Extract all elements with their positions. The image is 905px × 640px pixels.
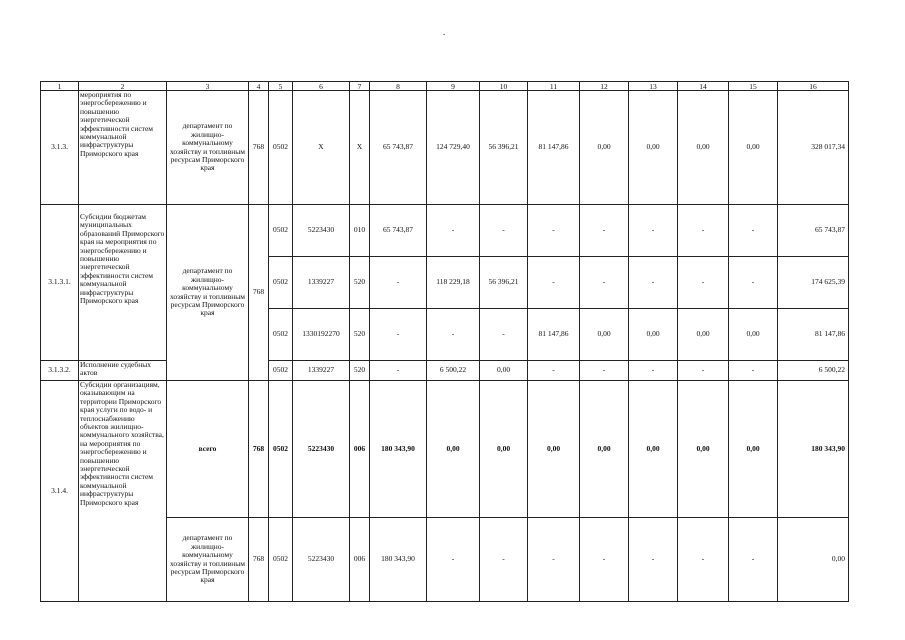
value-cell: 0,00 <box>580 381 629 518</box>
total-cell: 65 743,87 <box>778 205 849 257</box>
rzpr-code: 0502 <box>269 205 293 257</box>
rzpr-code: 0502 <box>269 257 293 309</box>
value-cell: 6 500,22 <box>427 361 480 381</box>
header-cell: 3 <box>167 82 249 91</box>
value-cell: 81 147,86 <box>528 91 580 205</box>
table-row <box>41 381 849 518</box>
budget-table <box>40 81 849 602</box>
value-cell: - <box>580 361 629 381</box>
value-cell: - <box>580 257 629 309</box>
value-cell: - <box>729 205 778 257</box>
csr-code: 1339227 <box>293 361 350 381</box>
rzpr-code: 0502 <box>269 381 293 518</box>
value-cell: - <box>629 257 678 309</box>
vr-code: 520 <box>350 309 370 361</box>
value-cell: 0,00 <box>729 91 778 205</box>
header-cell: 14 <box>678 82 729 91</box>
value-cell: - <box>427 518 480 602</box>
value-cell: 0,00 <box>629 381 678 518</box>
value-cell: - <box>370 361 427 381</box>
value-cell: 180 343,90 <box>370 518 427 602</box>
total-cell: 81 147,86 <box>778 309 849 361</box>
table-row <box>41 205 849 257</box>
grbs-code: 768 <box>249 381 269 518</box>
value-cell: - <box>427 309 480 361</box>
value-cell: 118 229,18 <box>427 257 480 309</box>
total-cell: 328 017,34 <box>778 91 849 205</box>
value-cell: 0,00 <box>580 91 629 205</box>
table-row <box>41 91 849 205</box>
scan-speck: . <box>443 27 446 37</box>
value-cell: 0,00 <box>427 381 480 518</box>
header-cell: 13 <box>629 82 678 91</box>
value-cell: 0,00 <box>580 309 629 361</box>
value-cell: - <box>427 205 480 257</box>
value-cell: 0,00 <box>629 309 678 361</box>
csr-code: 5223430 <box>293 518 350 602</box>
value-cell: - <box>528 257 580 309</box>
vr-code: 006 <box>350 381 370 518</box>
header-cell: 5 <box>269 82 293 91</box>
row-number: 3.1.3.2. <box>41 361 79 381</box>
value-cell: - <box>370 257 427 309</box>
executor: департамент по жилищно-коммунальному хозяйству и топливным ресурсам Приморского края <box>167 518 249 602</box>
value-cell: 0,00 <box>678 309 729 361</box>
value-cell: - <box>729 518 778 602</box>
grbs-code: 768 <box>249 91 269 205</box>
header-cell: 1 <box>41 82 79 91</box>
row-name: Субсидии организациям, оказывающим на территории Приморского края услуги по водо- и теплоснабжению объектов жилищно-коммунального хозяйства, на мероприятия по энергосбережению и повышению энергетической эффективности систем коммунальной инфраструктуры Приморского края <box>79 381 167 602</box>
value-cell: 56 396,21 <box>480 257 528 309</box>
value-cell: - <box>629 518 678 602</box>
value-cell: - <box>678 361 729 381</box>
value-cell: - <box>580 205 629 257</box>
header-cell: 2 <box>79 82 167 91</box>
value-cell: - <box>729 361 778 381</box>
value-cell: - <box>729 257 778 309</box>
row-number: 3.1.4. <box>41 381 79 602</box>
vr-code: 010 <box>350 205 370 257</box>
value-cell: 0,00 <box>528 381 580 518</box>
row-number: 3.1.3.1. <box>41 205 79 361</box>
value-cell: - <box>528 361 580 381</box>
row-number: 3.1.3. <box>41 91 79 205</box>
csr-code: 1330192270 <box>293 309 350 361</box>
vr-code: X <box>350 91 370 205</box>
executor: департамент по жилищно-коммунальному хозяйству и топливным ресурсам Приморского края <box>167 91 249 205</box>
value-cell: - <box>480 518 528 602</box>
csr-code: 5223430 <box>293 205 350 257</box>
value-cell: 56 396,21 <box>480 91 528 205</box>
row-name: Субсидии бюджетам муниципальных образований Приморского края на мероприятия по энергосбережению и повышению энергетической эффективности систем коммунальной инфраструктуры Приморского края <box>79 205 167 361</box>
row-name: мероприятия по энергосбережению и повышению энергетической эффективности систем коммунальной инфраструктуры Приморского края <box>79 91 167 205</box>
header-cell: 7 <box>350 82 370 91</box>
grbs-code: 768 <box>249 518 269 602</box>
total-cell: 174 625,39 <box>778 257 849 309</box>
executor: всего <box>167 381 249 518</box>
rzpr-code: 0502 <box>269 309 293 361</box>
vr-code: 520 <box>350 361 370 381</box>
value-cell: 0,00 <box>678 91 729 205</box>
value-cell: - <box>370 309 427 361</box>
value-cell: 0,00 <box>480 381 528 518</box>
value-cell: 0,00 <box>629 91 678 205</box>
value-cell: - <box>678 518 729 602</box>
value-cell: 124 729,40 <box>427 91 480 205</box>
header-cell: 6 <box>293 82 350 91</box>
vr-code: 006 <box>350 518 370 602</box>
value-cell: - <box>480 309 528 361</box>
header-cell: 11 <box>528 82 580 91</box>
header-cell: 15 <box>729 82 778 91</box>
header-cell: 9 <box>427 82 480 91</box>
value-cell: - <box>528 518 580 602</box>
value-cell: - <box>629 361 678 381</box>
header-row <box>41 82 849 91</box>
row-name: Исполнение судебных актов <box>79 361 167 381</box>
value-cell: 65 743,87 <box>370 91 427 205</box>
csr-code: 1339227 <box>293 257 350 309</box>
value-cell: 0,00 <box>480 361 528 381</box>
value-cell: 180 343,90 <box>370 381 427 518</box>
grbs-code: 768 <box>249 205 269 381</box>
value-cell: - <box>678 257 729 309</box>
rzpr-code: 0502 <box>269 361 293 381</box>
header-cell: 8 <box>370 82 427 91</box>
table-row <box>41 361 849 381</box>
rzpr-code: 0502 <box>269 91 293 205</box>
rzpr-code: 0502 <box>269 518 293 602</box>
value-cell: 81 147,86 <box>528 309 580 361</box>
header-cell: 4 <box>249 82 269 91</box>
value-cell: 65 743,87 <box>370 205 427 257</box>
value-cell: - <box>629 205 678 257</box>
total-cell: 180 343,90 <box>778 381 849 518</box>
header-cell: 10 <box>480 82 528 91</box>
total-cell: 0,00 <box>778 518 849 602</box>
value-cell: - <box>580 518 629 602</box>
value-cell: 0,00 <box>729 381 778 518</box>
value-cell: - <box>528 205 580 257</box>
value-cell: - <box>480 205 528 257</box>
vr-code: 520 <box>350 257 370 309</box>
value-cell: 0,00 <box>729 309 778 361</box>
csr-code: 5223430 <box>293 381 350 518</box>
csr-code: X <box>293 91 350 205</box>
value-cell: 0,00 <box>678 381 729 518</box>
header-cell: 16 <box>778 82 849 91</box>
header-cell: 12 <box>580 82 629 91</box>
executor: департамент по жилищно-коммунальному хозяйству и топливным ресурсам Приморского края <box>167 205 249 381</box>
total-cell: 6 500,22 <box>778 361 849 381</box>
value-cell: - <box>678 205 729 257</box>
